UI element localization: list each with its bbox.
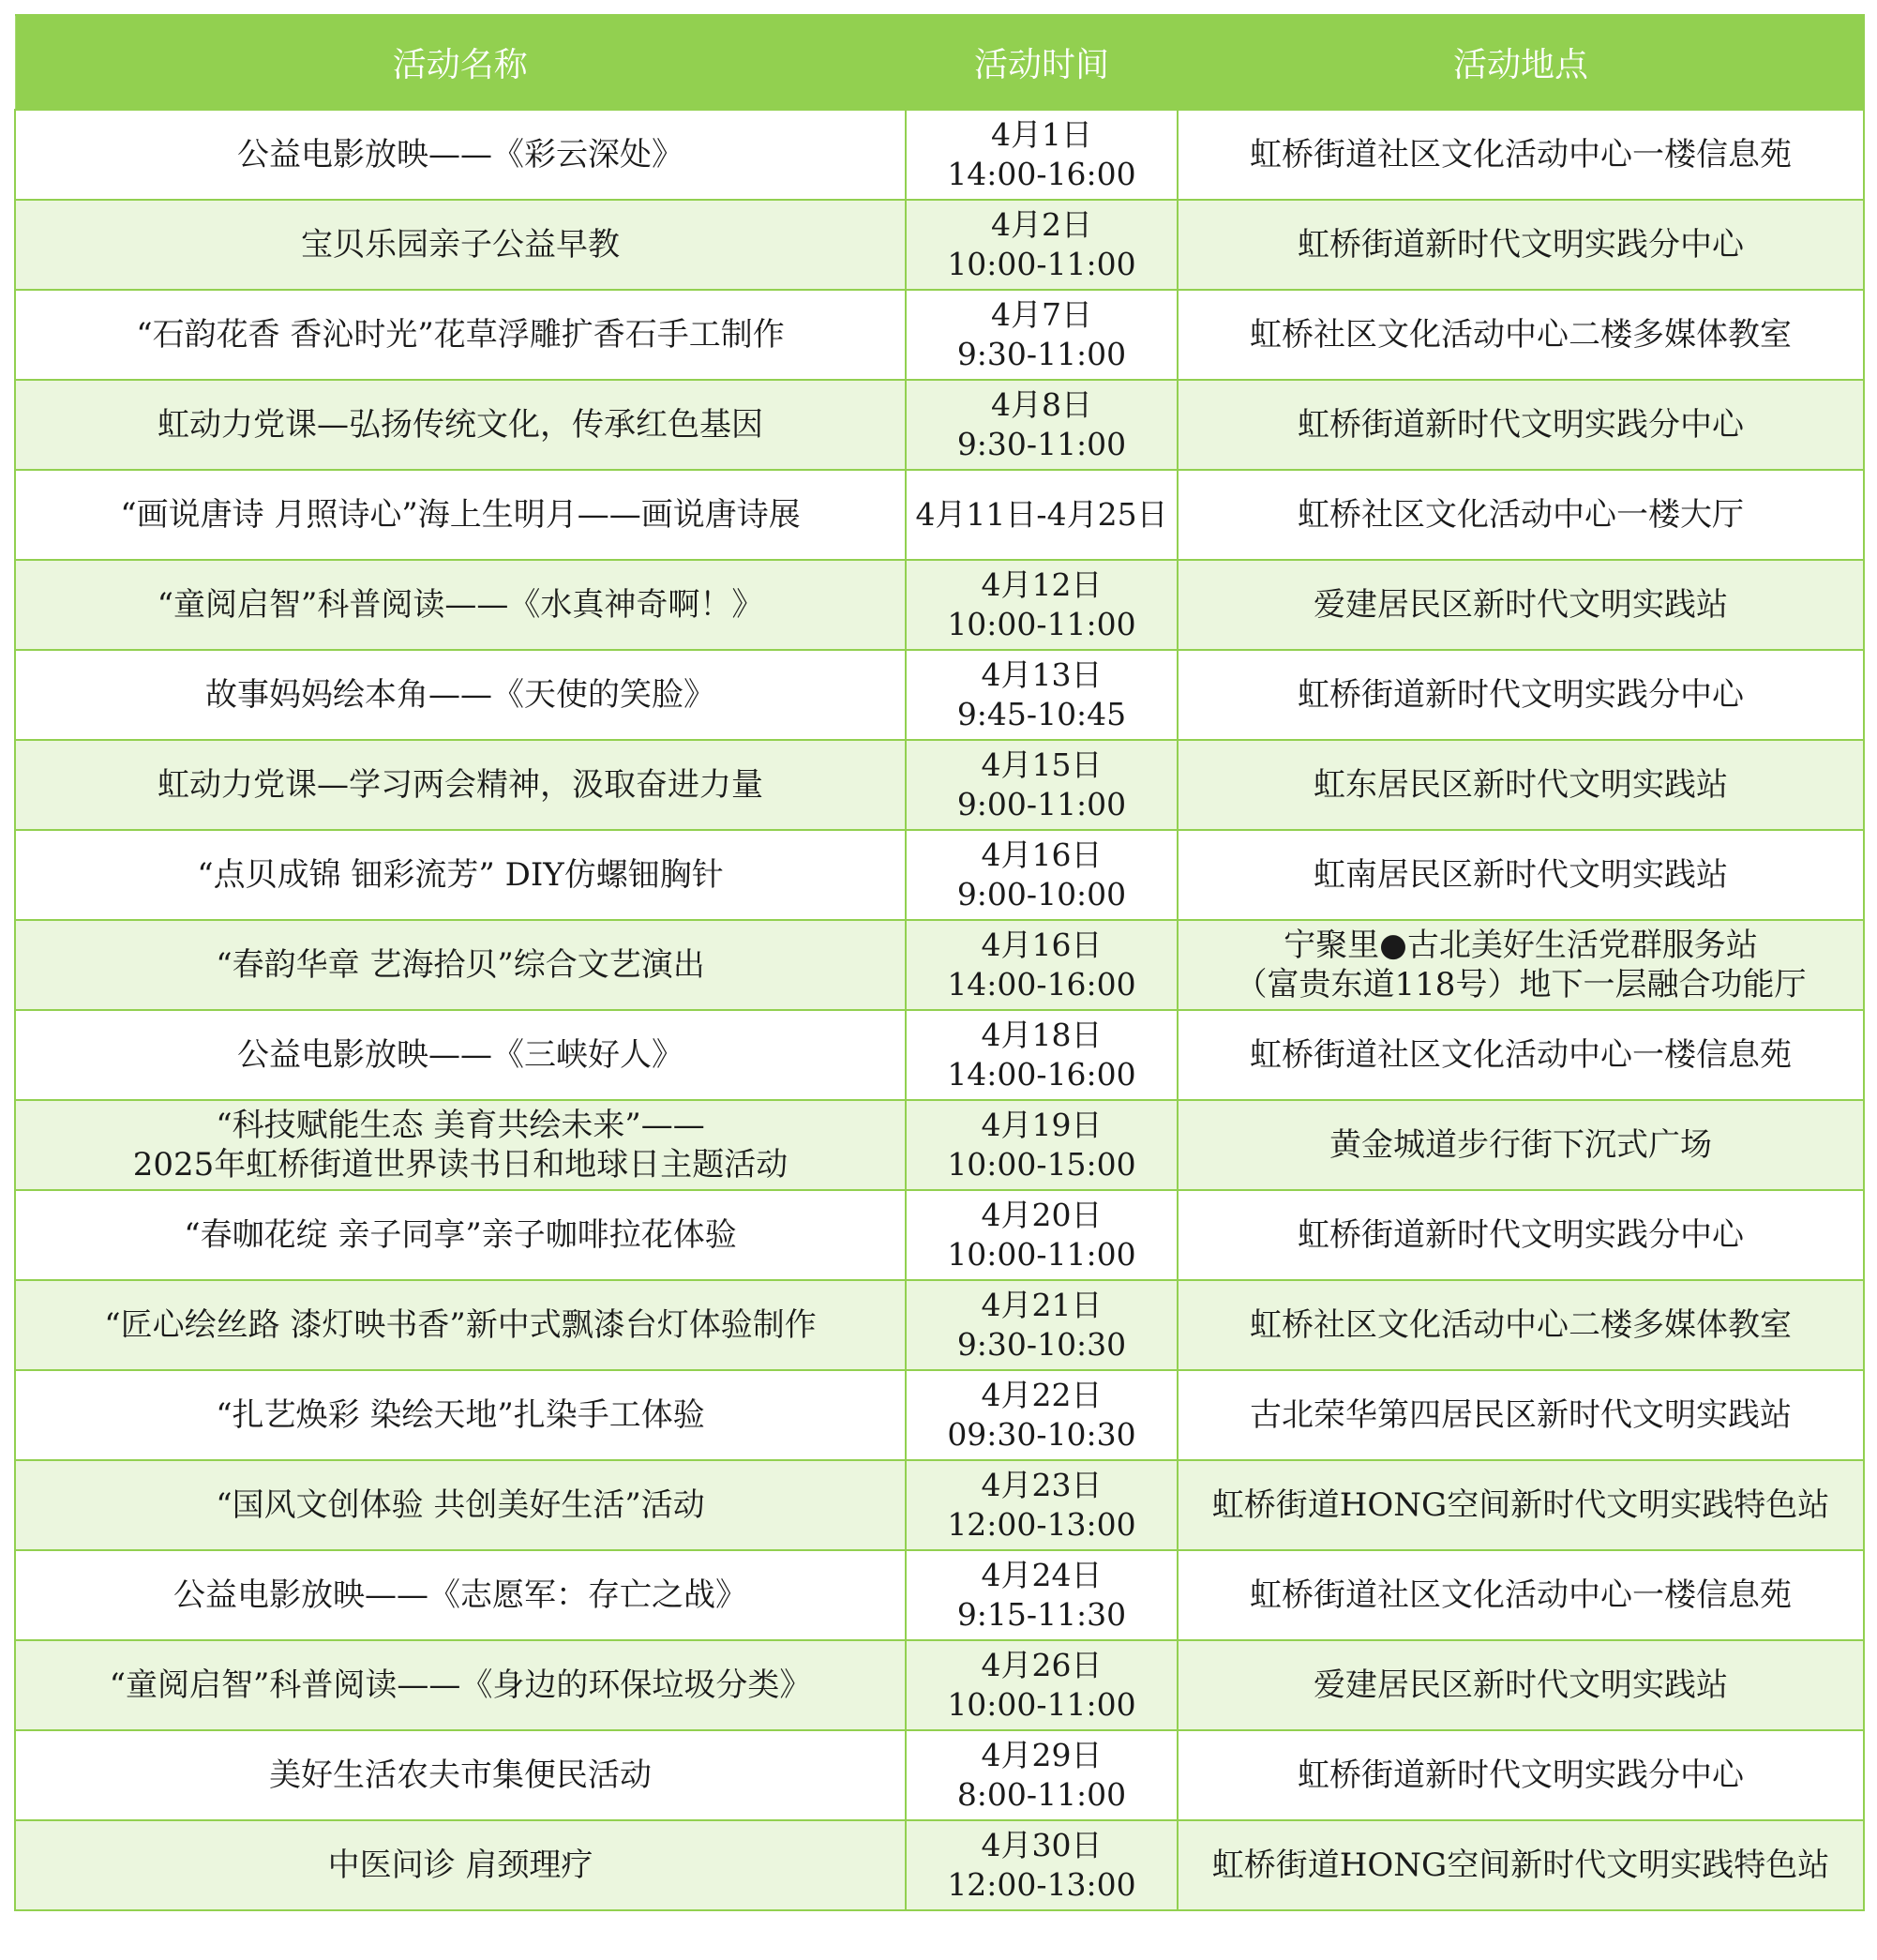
activity-name-cell [15, 290, 906, 380]
activity-time-text: 14:00-16:00 [947, 156, 1136, 192]
activity-time-text: 9:00-11:00 [956, 786, 1127, 822]
activity-place-text: （富贵东道118号）地下一层融合功能厅 [1235, 966, 1807, 1003]
activity-place-text: 虹桥街道新时代文明实践分中心 [1298, 1216, 1744, 1254]
activity-place-text: 虹桥社区文化活动中心一楼大厅 [1298, 496, 1744, 534]
activity-name-cell [15, 1460, 906, 1550]
activity-time-text: 12:00-13:00 [947, 1506, 1136, 1543]
activity-time-cell [906, 470, 1178, 560]
table-row [15, 1280, 1864, 1370]
activity-name-text: “国风文创体验 共创美好生活”活动 [216, 1486, 705, 1524]
activity-time-text: 4月21日 [981, 1287, 1103, 1323]
activity-place-cell [1178, 110, 1864, 200]
table-row [15, 1370, 1864, 1460]
activity-name-text: “童阅启智”科普阅读——《水真神奇啊！》 [157, 586, 764, 624]
activity-time-text: 9:00-10:00 [956, 876, 1127, 912]
activity-name-text: 公益电影放映——《志愿军：存亡之战》 [173, 1576, 747, 1614]
activity-name-cell [15, 1370, 906, 1460]
activity-name-text: 公益电影放映——《三峡好人》 [237, 1036, 683, 1074]
activity-place-text: 虹桥街道新时代文明实践分中心 [1298, 1756, 1744, 1794]
activity-place-cell [1178, 1370, 1864, 1460]
activity-name-cell [15, 920, 906, 1010]
activity-name-cell [15, 1100, 906, 1190]
activity-place-cell [1178, 1010, 1864, 1100]
activity-time-text: 09:30-10:30 [947, 1416, 1136, 1453]
activity-time-text: 12:00-13:00 [947, 1866, 1136, 1903]
activity-place-cell [1178, 560, 1864, 650]
activity-time-text: 4月15日 [981, 746, 1103, 783]
activity-name-cell [15, 1010, 906, 1100]
activity-name-text: 美好生活农夫市集便民活动 [269, 1756, 652, 1794]
table-header-row [15, 15, 1864, 110]
activity-time-cell [906, 1190, 1178, 1280]
activity-time-text: 14:00-16:00 [947, 1056, 1136, 1093]
activity-place-text: 虹桥街道社区文化活动中心一楼信息苑 [1250, 1036, 1792, 1074]
table-row [15, 1460, 1864, 1550]
activity-place-cell [1178, 740, 1864, 830]
activity-name-cell [15, 110, 906, 200]
activity-name-text: 公益电影放映——《彩云深处》 [237, 136, 683, 173]
activity-time-text: 4月19日 [981, 1107, 1103, 1143]
activity-place-cell [1178, 200, 1864, 290]
activity-place-text: 爱建居民区新时代文明实践站 [1314, 1666, 1728, 1704]
table-row [15, 1820, 1864, 1910]
activity-time-cell [906, 1370, 1178, 1460]
activity-name-cell [15, 740, 906, 830]
activity-place-text: 虹桥社区文化活动中心二楼多媒体教室 [1250, 316, 1792, 354]
activity-time-cell [906, 740, 1178, 830]
activity-time-cell [906, 290, 1178, 380]
activity-place-text: 虹桥社区文化活动中心二楼多媒体教室 [1250, 1306, 1792, 1344]
activity-place-text: 黄金城道步行街下沉式广场 [1329, 1126, 1712, 1164]
activity-time-text: 9:15-11:30 [956, 1596, 1127, 1633]
activity-time-text: 10:00-11:00 [947, 246, 1136, 282]
activity-time-text: 4月29日 [981, 1737, 1103, 1773]
table-row [15, 1100, 1864, 1190]
activity-schedule-table [14, 14, 1865, 1911]
activity-place-cell [1178, 650, 1864, 740]
table-row [15, 470, 1864, 560]
table-body [15, 110, 1864, 1910]
activity-time-text: 4月26日 [981, 1647, 1103, 1683]
activity-place-text: 虹桥街道新时代文明实践分中心 [1298, 676, 1744, 714]
activity-time-cell [906, 1100, 1178, 1190]
activity-place-cell [1178, 1550, 1864, 1640]
activity-time-text: 4月2日 [991, 206, 1092, 243]
activity-name-text: 虹动力党课—弘扬传统文化，传承红色基因 [158, 406, 763, 444]
table-row [15, 1550, 1864, 1640]
activity-time-text: 10:00-15:00 [947, 1146, 1136, 1183]
activity-name-cell [15, 200, 906, 290]
activity-name-text: 宝贝乐园亲子公益早教 [301, 226, 620, 264]
table-row [15, 830, 1864, 920]
activity-place-cell [1178, 1640, 1864, 1730]
activity-time-cell [906, 650, 1178, 740]
activity-time-text: 4月30日 [981, 1827, 1103, 1863]
activity-place-text: 虹桥街道社区文化活动中心一楼信息苑 [1250, 136, 1792, 173]
activity-place-cell [1178, 920, 1864, 1010]
activity-time-text: 4月13日 [981, 656, 1103, 693]
activity-place-cell [1178, 380, 1864, 470]
activity-time-cell [906, 1640, 1178, 1730]
activity-name-text: “匠心绘丝路 漆灯映书香”新中式飘漆台灯体验制作 [104, 1306, 817, 1344]
activity-name-cell [15, 380, 906, 470]
activity-place-cell [1178, 1280, 1864, 1370]
activity-time-text: 4月16日 [981, 837, 1103, 873]
table-row [15, 380, 1864, 470]
activity-place-cell [1178, 830, 1864, 920]
activity-time-cell [906, 1550, 1178, 1640]
schedule-table-container [14, 14, 1863, 1911]
activity-name-cell [15, 560, 906, 650]
activity-time-cell [906, 1820, 1178, 1910]
activity-place-cell [1178, 1100, 1864, 1190]
activity-time-cell [906, 920, 1178, 1010]
activity-place-text: 爱建居民区新时代文明实践站 [1314, 586, 1728, 624]
activity-time-text: 4月23日 [981, 1467, 1103, 1503]
activity-name-cell [15, 470, 906, 560]
activity-place-text: 古北荣华第四居民区新时代文明实践站 [1250, 1396, 1792, 1434]
activity-name-cell [15, 830, 906, 920]
activity-time-cell [906, 110, 1178, 200]
header-activity-name: 活动名称 [15, 15, 906, 110]
activity-name-text: “春咖花绽 亲子同享”亲子咖啡拉花体验 [184, 1216, 737, 1254]
activity-time-cell [906, 380, 1178, 470]
table-row [15, 740, 1864, 830]
activity-time-text: 4月11日-4月25日 [915, 496, 1168, 533]
activity-time-text: 4月22日 [981, 1377, 1103, 1413]
table-row [15, 650, 1864, 740]
activity-name-text: “扎艺焕彩 染绘天地”扎染手工体验 [216, 1396, 705, 1434]
activity-name-text: 虹动力党课—学习两会精神，汲取奋进力量 [158, 766, 763, 804]
activity-time-cell [906, 1010, 1178, 1100]
activity-time-text: 10:00-11:00 [947, 1236, 1136, 1273]
activity-time-cell [906, 560, 1178, 650]
activity-time-text: 14:00-16:00 [947, 966, 1136, 1003]
activity-time-text: 10:00-11:00 [947, 606, 1136, 642]
activity-time-cell [906, 200, 1178, 290]
activity-name-text: 2025年虹桥街道世界读书日和地球日主题活动 [132, 1146, 788, 1184]
activity-place-cell [1178, 1820, 1864, 1910]
activity-name-text: 故事妈妈绘本角——《天使的笑脸》 [205, 676, 715, 714]
activity-time-text: 4月7日 [991, 296, 1092, 333]
activity-name-cell [15, 1730, 906, 1820]
activity-time-text: 9:30-11:00 [956, 336, 1127, 372]
activity-time-text: 9:30-10:30 [956, 1326, 1127, 1363]
table-row [15, 290, 1864, 380]
activity-place-cell [1178, 1730, 1864, 1820]
activity-name-cell [15, 1280, 906, 1370]
activity-time-text: 4月8日 [991, 386, 1092, 423]
activity-time-text: 4月16日 [981, 927, 1103, 963]
activity-time-cell [906, 1730, 1178, 1820]
activity-name-text: “春韵华章 艺海拾贝”综合文艺演出 [216, 946, 705, 984]
table-row [15, 1190, 1864, 1280]
activity-place-text: 虹桥街道HONG空间新时代文明实践特色站 [1211, 1847, 1830, 1884]
activity-place-cell [1178, 1190, 1864, 1280]
table-row [15, 920, 1864, 1010]
activity-place-text: 虹桥街道新时代文明实践分中心 [1298, 406, 1744, 444]
activity-time-text: 4月1日 [991, 116, 1092, 153]
activity-place-cell [1178, 1460, 1864, 1550]
activity-name-text: “画说唐诗 月照诗心”海上生明月——画说唐诗展 [120, 496, 801, 534]
table-row [15, 1640, 1864, 1730]
activity-time-cell [906, 1280, 1178, 1370]
activity-name-text: 中医问诊 肩颈理疗 [327, 1847, 593, 1884]
table-row [15, 1010, 1864, 1100]
activity-name-cell [15, 1550, 906, 1640]
activity-name-text: “点贝成锦 钿彩流芳” DIY仿螺钿胸针 [197, 856, 724, 894]
activity-time-text: 4月20日 [981, 1197, 1103, 1233]
activity-name-text: “科技赋能生态 美育共绘未来”—— [216, 1107, 705, 1144]
activity-place-text: 虹桥街道社区文化活动中心一楼信息苑 [1250, 1576, 1792, 1614]
activity-time-cell [906, 830, 1178, 920]
activity-name-cell [15, 1820, 906, 1910]
activity-name-cell [15, 1640, 906, 1730]
activity-place-text: 虹桥街道HONG空间新时代文明实践特色站 [1211, 1486, 1830, 1524]
table-row [15, 560, 1864, 650]
activity-time-text: 9:30-11:00 [956, 426, 1127, 462]
header-activity-place: 活动地点 [1178, 15, 1864, 110]
activity-place-text: 宁聚里●古北美好生活党群服务站 [1284, 927, 1758, 964]
activity-time-text: 4月12日 [981, 566, 1103, 603]
table-row [15, 200, 1864, 290]
header-activity-time: 活动时间 [906, 15, 1178, 110]
activity-name-text: “石韵花香 香沁时光”花草浮雕扩香石手工制作 [136, 316, 785, 354]
activity-place-cell [1178, 290, 1864, 380]
table-row [15, 110, 1864, 200]
activity-place-text: 虹南居民区新时代文明实践站 [1314, 856, 1728, 894]
activity-time-cell [906, 1460, 1178, 1550]
table-row [15, 1730, 1864, 1820]
activity-name-cell [15, 1190, 906, 1280]
activity-place-text: 虹桥街道新时代文明实践分中心 [1298, 226, 1744, 264]
activity-time-text: 9:45-10:45 [956, 696, 1127, 732]
activity-time-text: 8:00-11:00 [956, 1776, 1127, 1813]
activity-time-text: 4月24日 [981, 1557, 1103, 1593]
activity-time-text: 4月18日 [981, 1017, 1103, 1053]
activity-time-text: 10:00-11:00 [947, 1686, 1136, 1723]
activity-name-text: “童阅启智”科普阅读——《身边的环保垃圾分类》 [109, 1666, 812, 1704]
activity-place-text: 虹东居民区新时代文明实践站 [1314, 766, 1728, 804]
activity-name-cell [15, 650, 906, 740]
activity-place-cell [1178, 470, 1864, 560]
